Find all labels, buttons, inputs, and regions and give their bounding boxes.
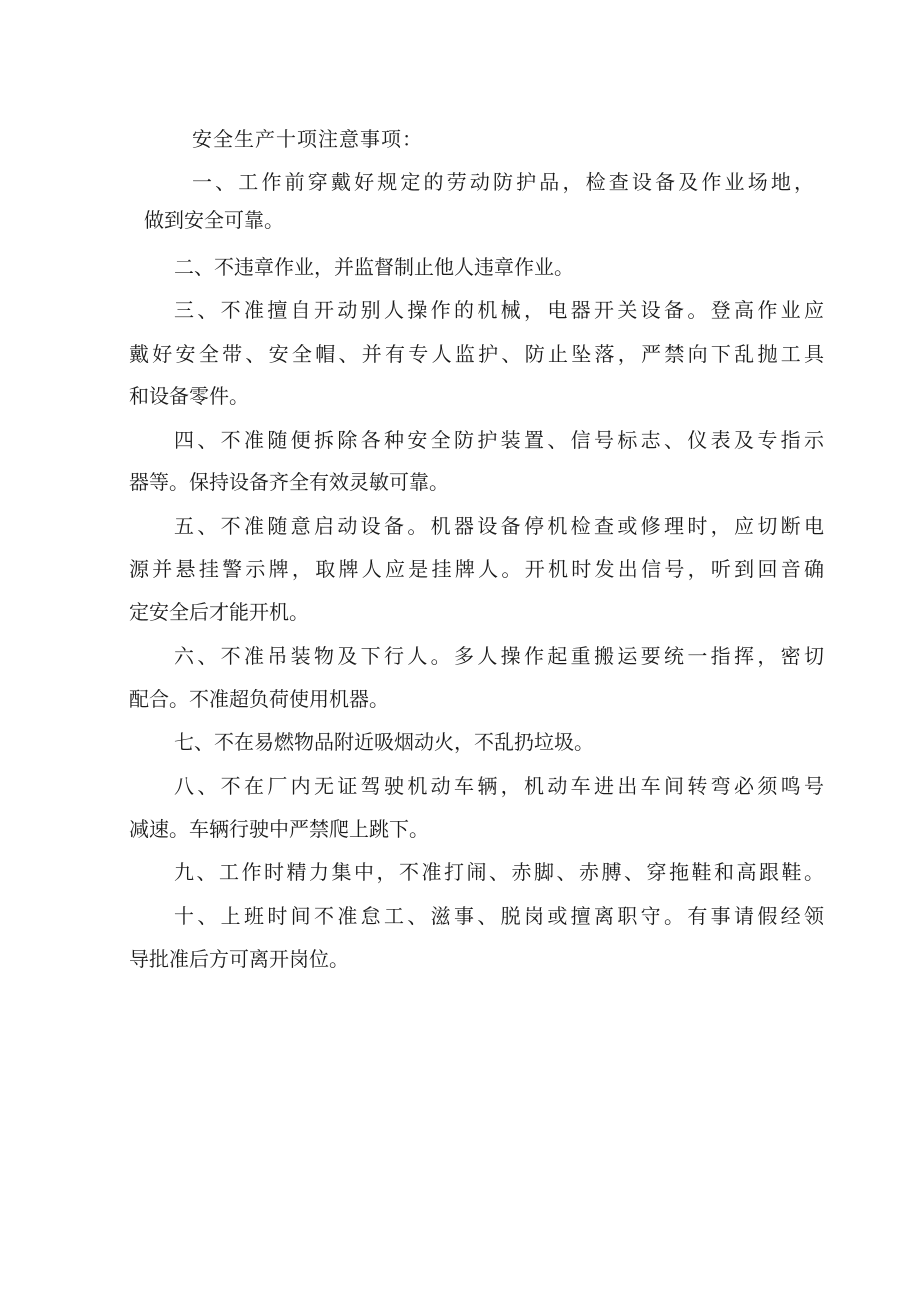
paragraph-8-line-1: 八、不在厂内无证驾驶机动车辆，机动车进出车间转弯必须鸣号 xyxy=(174,774,824,798)
paragraph-6-line-2: 配合。不准超负荷使用机器。 xyxy=(129,687,389,711)
paragraph-10-line-1: 十、上班时间不准怠工、滋事、脱岗或擅离职守。有事请假经领 xyxy=(174,904,824,928)
paragraph-5-line-2: 源并悬挂警示牌，取牌人应是挂牌人。开机时发出信号，听到回音确 xyxy=(129,557,824,581)
paragraph-1-line-1: 一、工作前穿戴好规定的劳动防护品，检查设备及作业场地， xyxy=(192,170,814,194)
paragraph-5-line-1: 五、不准随意启动设备。机器设备停机检查或修理时，应切断电 xyxy=(174,514,824,538)
paragraph-2-line-1: 二、不违章作业，并监督制止他人违章作业。 xyxy=(174,255,574,279)
paragraph-3-line-3: 和设备零件。 xyxy=(129,384,249,408)
paragraph-6-line-1: 六、不准吊装物及下行人。多人操作起重搬运要统一指挥，密切 xyxy=(174,644,824,668)
paragraph-5-line-3: 定安全后才能开机。 xyxy=(129,600,309,624)
paragraph-7-line-1: 七、不在易燃物品附近吸烟动火，不乱扔垃圾。 xyxy=(174,730,594,754)
paragraph-3-line-2: 戴好安全带、安全帽、并有专人监护、防止坠落，严禁向下乱抛工具 xyxy=(129,342,824,366)
paragraph-4-line-1: 四、不准随便拆除各种安全防护装置、信号标志、仪表及专指示 xyxy=(174,428,824,452)
paragraph-3-line-1: 三、不准擅自开动别人操作的机械，电器开关设备。登高作业应 xyxy=(174,298,824,322)
document-title: 安全生产十项注意事项： xyxy=(192,127,423,151)
paragraph-4-line-2: 器等。保持设备齐全有效灵敏可靠。 xyxy=(129,470,449,494)
paragraph-8-line-2: 减速。车辆行驶中严禁爬上跳下。 xyxy=(129,817,429,841)
paragraph-1-line-2: 做到安全可靠。 xyxy=(144,208,284,232)
paragraph-9-line-1: 九、工作时精力集中，不准打闹、赤脚、赤膊、穿拖鞋和高跟鞋。 xyxy=(174,860,824,884)
paragraph-10-line-2: 导批准后方可离开岗位。 xyxy=(129,947,349,971)
